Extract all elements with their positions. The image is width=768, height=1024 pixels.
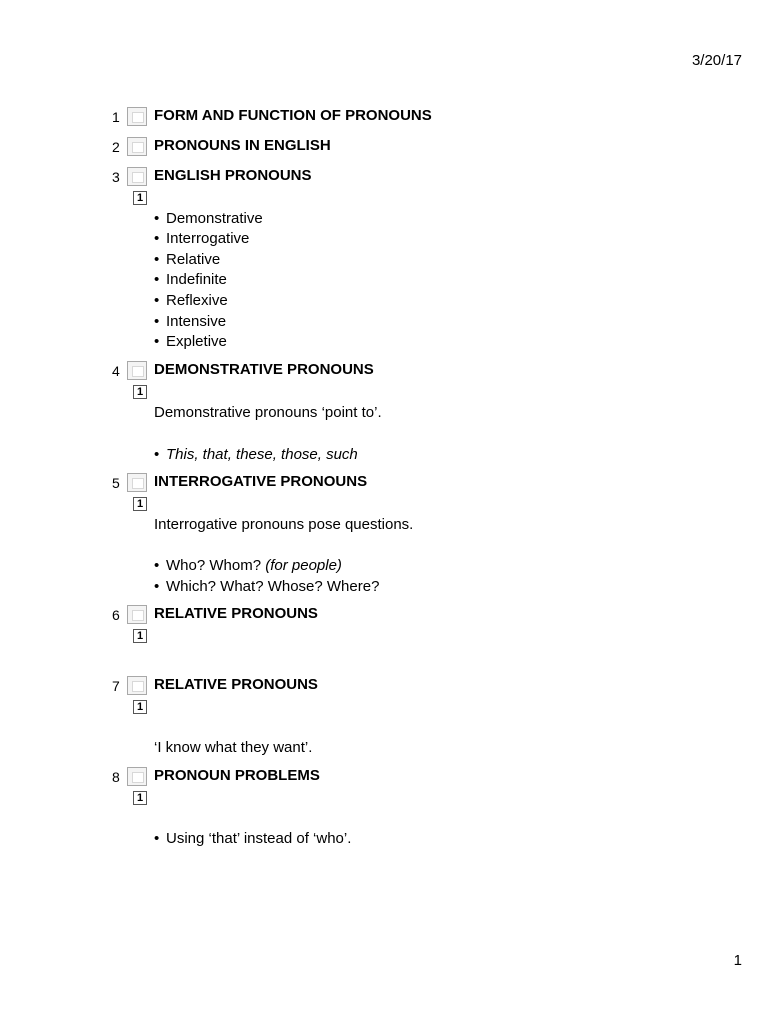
slide-title: PRONOUNS IN ENGLISH bbox=[154, 137, 331, 154]
list-item: • Expletive bbox=[154, 333, 227, 350]
list-item: • This, that, these, those, such bbox=[154, 446, 358, 463]
slide-number: 1 bbox=[112, 109, 120, 125]
list-item: • Reflexive bbox=[154, 292, 228, 309]
slide-title: PRONOUN PROBLEMS bbox=[154, 767, 320, 784]
slide-thumbnail-icon bbox=[127, 361, 147, 380]
note-marker-icon: 1 bbox=[133, 191, 147, 205]
slide-thumbnail-icon bbox=[127, 167, 147, 186]
note-marker-icon: 1 bbox=[133, 791, 147, 805]
slide-number: 7 bbox=[112, 678, 120, 694]
note-marker-icon: 1 bbox=[133, 700, 147, 714]
slide-title: ENGLISH PRONOUNS bbox=[154, 167, 312, 184]
slide-thumbnail-icon bbox=[127, 473, 147, 492]
slide-title: RELATIVE PRONOUNS bbox=[154, 676, 318, 693]
note-text: ‘I know what they want’. bbox=[154, 739, 313, 756]
note-text: Demonstrative pronouns ‘point to’. bbox=[154, 404, 382, 421]
slide-title: DEMONSTRATIVE PRONOUNS bbox=[154, 361, 374, 378]
slide-thumbnail-icon bbox=[127, 137, 147, 156]
note-marker-icon: 1 bbox=[133, 497, 147, 511]
list-item: • Intensive bbox=[154, 313, 227, 330]
list-item: • Using ‘that’ instead of ‘who’. bbox=[154, 830, 352, 847]
list-item: • Who? Whom? (for people) bbox=[154, 557, 342, 574]
slide-number: 5 bbox=[112, 475, 120, 491]
slide-thumbnail-icon bbox=[127, 676, 147, 695]
slide-number: 4 bbox=[112, 363, 120, 379]
list-item: • Demonstrative bbox=[154, 210, 263, 227]
slide-thumbnail-icon bbox=[127, 767, 147, 786]
slide-number: 8 bbox=[112, 769, 120, 785]
list-item: • Relative bbox=[154, 251, 221, 268]
list-item: • Interrogative bbox=[154, 230, 250, 247]
print-date: 3/20/17 bbox=[691, 52, 742, 69]
slide-title: FORM AND FUNCTION OF PRONOUNS bbox=[154, 107, 432, 124]
slide-thumbnail-icon bbox=[127, 605, 147, 624]
slide-thumbnail-icon bbox=[127, 107, 147, 126]
list-item: • Which? What? Whose? Where? bbox=[154, 578, 380, 595]
slide-title: RELATIVE PRONOUNS bbox=[154, 605, 318, 622]
slide-number: 6 bbox=[112, 607, 120, 623]
slide-number: 2 bbox=[112, 139, 120, 155]
slide-number: 3 bbox=[112, 169, 120, 185]
list-item: • Indefinite bbox=[154, 271, 227, 288]
page-number: 1 bbox=[733, 952, 742, 969]
note-marker-icon: 1 bbox=[133, 385, 147, 399]
note-text: Interrogative pronouns pose questions. bbox=[154, 516, 414, 533]
slide-title: INTERROGATIVE PRONOUNS bbox=[154, 473, 368, 490]
note-marker-icon: 1 bbox=[133, 629, 147, 643]
